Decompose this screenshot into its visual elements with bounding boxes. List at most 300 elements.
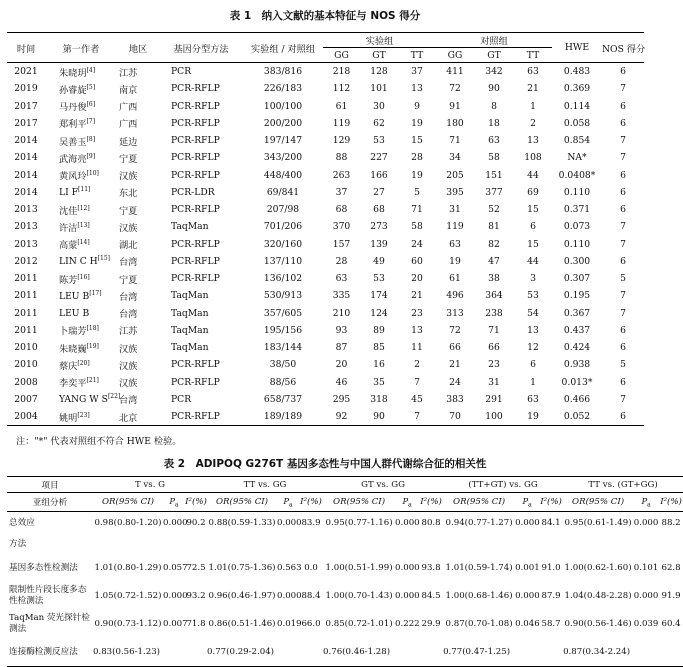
cell-year: 2013 [14,221,38,233]
cell-hwe: 0.307 [563,273,591,285]
cell-c-gg: 91 [449,100,461,112]
cell-c-gt: 23 [488,359,500,371]
cell-method: PCR-RFLP [171,376,220,388]
cell-i2: 93.8 [421,563,441,573]
author-ref: [15] [97,255,110,263]
author-ref: [20] [77,359,90,367]
cell-e-gg: 129 [332,135,351,147]
cell-nos: 6 [620,324,626,336]
cell-region: 台湾 [119,257,138,269]
cell-method: PCR-LDR [171,186,215,198]
cell-pa: 0.222 [395,619,420,629]
cell-c-gg: 496 [446,290,464,302]
author-ref: [10] [86,170,99,178]
cell-region: 延边 [119,136,138,148]
cell-region: 宁夏 [119,153,138,165]
cell-nos: 6 [620,117,626,129]
cell-nos: 6 [620,100,626,112]
t2-header-or-text: OR(95% CI) [101,497,155,507]
cell-c-tt: 108 [524,152,542,164]
table-row [7,391,644,408]
cell-method: PCR-RFLP [171,100,220,112]
cell-pa: 0.000 [515,591,540,601]
cell-pa: 0.000 [633,518,659,528]
table-row [7,512,683,535]
header-e-gg: GG [323,48,360,63]
cell-author [45,132,117,149]
header-year: 时间 [7,33,45,63]
author-ref: [11] [78,186,91,194]
cell-c-tt: 44 [527,169,539,181]
t2-header-pa [633,493,659,512]
cell-year: 2014 [14,186,38,198]
cell-region: 广西 [119,119,138,131]
cell-year: 2011 [14,273,38,285]
cell-c-tt: 19 [514,408,552,426]
cell-e-gg: 218 [332,66,351,78]
cell-year: 2013 [14,238,38,250]
cell-or: 1.01(0.80-1.29) [94,563,162,573]
cell-c-gg: 205 [446,169,464,181]
table-row [7,287,644,304]
cell-author [45,253,117,270]
cell-hwe: NA* [567,152,587,164]
cell-c-gg: 63 [449,238,461,250]
cell-e-gg: 63 [335,273,348,285]
author-ref: [19] [86,342,99,350]
cell-hwe: 0.110 [563,238,591,250]
cell-method: PCR-RFLP [171,152,220,164]
cell-hwe: 0.424 [563,342,591,354]
cell-c-gt: 47 [488,255,500,267]
cell-c-gt: 342 [485,66,503,78]
cell-c-gg: 383 [446,393,464,405]
table-row [7,610,683,638]
cell-e-gt: 128 [370,66,388,78]
t2-header-i2-text: I²(%) [540,497,562,507]
cell-i2: 83.9 [301,518,321,528]
cell-c-gg: 31 [449,204,461,216]
cell-c-gt: 291 [485,393,503,405]
author-name: LEU B [59,290,90,302]
cell-c-tt: 15 [527,238,539,250]
cell-e-tt: 60 [411,255,423,267]
t2-header-or [323,493,395,512]
cell-label: TaqMan 荧光探针检测法 [9,613,90,634]
cell-e-tt: 9 [414,100,420,112]
cell-c-tt: 53 [527,290,539,302]
header-ratio: 实验组 / 对照组 [243,33,323,63]
cell-ratio: 226/183 [263,83,303,95]
cell-c-gt: 377 [485,186,503,198]
cell-label: 限制性片段长度多态性检测法 [9,585,87,606]
cell-nos: 7 [620,290,626,302]
author-ref: [6] [86,101,96,109]
cell-or: 0.96(0.46-1.97) [208,591,276,601]
cell-c-gt: 81 [488,221,500,233]
table2-caption: 表 2 ADIPOQ G276T 基因多态性与中国人群代谢综合征的相关性 [163,458,487,470]
cell-i2: 93.2 [186,591,206,601]
cell-author [45,305,117,322]
cell-region: 宁夏 [119,205,138,217]
t2-header-pa-text: P [283,495,290,506]
table-row [7,408,644,426]
cell-e-tt: 15 [411,135,423,147]
cell-ratio: 197/147 [263,135,303,147]
cell-nos: 7 [620,307,626,319]
cell-ratio: 195/156 [263,324,303,336]
cell-or: 0.98(0.80-1.20) [94,518,162,528]
author-name: 朱晓巍 [59,343,87,355]
cell-author [45,322,117,339]
cell-or: 1.04(0.48-2.28) [564,591,632,601]
cell-method: PCR-RFLP [159,408,243,426]
cell-year: 2010 [14,359,38,371]
cell-c-gg: 19 [449,255,461,267]
t2-header-pa [395,493,419,512]
cell-ratio: 136/102 [263,273,303,285]
cell-year: 2014 [14,152,38,164]
header-exp-group: 实验组 [323,33,436,48]
cell-region: 汉族 [119,378,138,390]
cell-author [45,236,117,253]
cell-e-gt: 174 [370,290,388,302]
cell-pa: 0.057 [163,563,188,573]
cell-c-tt: 63 [527,393,539,405]
table-row [7,201,644,218]
t2-header-i2-text: I²(%) [660,497,682,507]
author-name: 卜瑞芳 [59,326,87,338]
cell-e-gt: 89 [373,324,385,336]
cell-ratio: 320/160 [263,238,303,250]
cell-nos: 5 [620,273,626,285]
cell-ratio: 530/913 [263,290,303,302]
cell-c-gt: 8 [491,100,497,112]
table-row [7,374,644,391]
cell-e-gg: 263 [332,169,351,181]
cell-c-gg: 180 [446,117,464,129]
cell-i2: 84.5 [421,591,441,601]
cell-e-gg: 37 [335,186,348,198]
cell-region: 汉族 [119,343,138,355]
cell-e-gg: 295 [332,393,351,405]
cell-method: PCR [171,393,192,405]
cell-c-gt: 18 [488,117,500,129]
author-name: LI F [59,187,79,199]
cell-e-gt: 53 [373,135,385,147]
cell-pa: 0.000 [277,518,302,528]
table-row [7,253,644,270]
cell-e-gg: 28 [335,255,348,267]
cell-i2: 29.9 [421,619,441,629]
cell-method: PCR-RFLP [171,135,220,147]
cell-nos: 6 [620,186,626,198]
table-row [7,270,644,287]
header-method: 基因分型方法 [159,33,243,63]
cell-ratio: 88/56 [269,376,297,388]
cell-method: PCR-RFLP [171,204,220,216]
cell-c-tt: 13 [527,324,539,336]
table-row [7,638,683,667]
cell-c-gg: 71 [449,135,461,147]
cell-e-gt: 273 [370,221,388,233]
cell-i2: 84.1 [541,518,561,528]
cell-ratio: 658/737 [263,393,303,405]
cell-hwe: 0.073 [563,221,591,233]
cell-e-gg: 46 [335,376,348,388]
cell-ratio: 701/206 [263,221,303,233]
cell-ratio: 38/50 [269,359,297,371]
author-name: 姚明 [59,412,78,424]
cell-e-gg: 157 [332,238,351,250]
cell-c-tt: 6 [530,221,536,233]
cell-c-tt: 54 [527,307,539,319]
cell-year: 2014 [14,169,38,181]
t2-header-or [207,493,277,512]
author-ref: [7] [86,118,96,126]
cell-region: 广西 [119,102,138,114]
cell-c-gt: 82 [488,238,500,250]
author-name: 沈佳 [59,205,78,217]
cell-pa: 0.000 [277,591,302,601]
header-c-tt: TT [514,48,552,63]
cell-c-gt: 71 [488,324,500,336]
header-e-tt: TT [398,48,436,63]
cell-e-tt: 71 [411,204,423,216]
t2-header-pa-sub: a [175,501,179,509]
t2-header-i2 [539,493,563,512]
cell-ratio: 100/100 [263,100,303,112]
table-row [7,554,683,582]
cell-author [45,287,117,304]
t2-header-pa [277,493,299,512]
cell-or: 1.00(0.62-1.60) [564,563,632,573]
cell-or: 0.95(0.77-1.16) [325,518,393,528]
cell-method: TaqMan [171,342,209,354]
cell-c-gg: 70 [436,408,474,426]
cell-e-gt: 16 [373,359,385,371]
cell-c-gg: 395 [446,186,464,198]
cell-author [45,270,117,287]
cell-hwe: 0.437 [563,324,591,336]
t2-header-i2-text: I²(%) [185,497,207,507]
t2-header-pa-text: P [641,495,648,506]
header-author: 第一作者 [45,33,117,63]
cell-c-gg: 411 [446,66,464,78]
t2-header-c3: GT vs. GG [323,477,443,493]
cell-year: 2004 [7,408,45,426]
author-ref: [4] [86,66,96,74]
cell-c-tt: 21 [527,83,539,95]
cell-e-gt: 30 [373,100,385,112]
author-ref: [8] [86,135,96,143]
t2-header-c1: T vs. G [93,477,207,493]
cell-author [45,201,117,218]
cell-or: 1.01(0.59-1.74) [445,563,513,573]
cell-author [45,408,117,426]
cell-author [45,115,117,132]
cell-nos: 6 [602,408,644,426]
cell-e-gt: 227 [370,152,388,164]
table-row [7,534,683,554]
cell-c-gg: 119 [446,221,464,233]
header-hwe: HWE [552,33,602,63]
cell-ratio: 383/816 [263,66,303,78]
cell-method: PCR-RFLP [171,117,220,129]
author-ref: [5] [86,83,96,91]
cell-e-tt: 7 [398,408,436,426]
t2-header-or [93,493,163,512]
cell-e-tt: 13 [411,324,423,336]
cell-or: 0.86(0.51-1.46) [208,619,276,629]
cell-c-gg: 72 [449,324,461,336]
cell-e-tt: 24 [411,238,423,250]
cell-label: 方法 [9,538,27,549]
cell-hwe: 0.854 [563,135,591,147]
cell-c-gt: 31 [488,376,500,388]
cell-pa: 0.007 [163,619,188,629]
cell-pa: 0.019 [277,619,302,629]
cell-c-tt: 13 [527,135,539,147]
cell-i2: 66.0 [301,619,321,629]
cell-nos: 7 [620,135,626,147]
t2-header-i2-text: I²(%) [420,497,442,507]
cell-c-gg: 66 [449,342,461,354]
cell-e-tt: 11 [411,342,423,354]
cell-c-gt: 63 [488,135,500,147]
author-name: YANG W S [59,394,108,406]
author-name: 马丹俊 [59,102,87,114]
t2-header-pa-sub: a [408,501,412,509]
cell-ratio: 448/400 [263,169,303,181]
cell-method: PCR-RFLP [171,238,220,250]
cell-i2: 58.7 [541,619,561,629]
cell-region: 南京 [119,84,138,96]
cell-e-gt: 101 [370,83,388,95]
cell-nos: 6 [620,204,626,216]
t2-header-i2 [299,493,323,512]
author-ref: [17] [89,289,102,297]
author-name: 李奕平 [59,378,87,390]
header-ctrl-group: 对照组 [436,33,552,48]
cell-year: 2010 [14,342,38,354]
cell-i2: 88.2 [661,518,681,528]
cell-e-gg: 88 [335,152,348,164]
cell-i2: 62.8 [661,563,681,573]
t2-header-pa-text: P [169,495,176,506]
cell-pa: 0.101 [633,563,659,573]
cell-hwe: 0.466 [563,393,591,405]
header-nos: NOS 得分 [602,33,644,63]
cell-or: 0.94(0.77-1.27) [445,518,513,528]
cell-author [45,374,117,391]
author-name: LIN C H [59,256,98,268]
cell-c-gt: 238 [485,307,503,319]
cell-year: 2013 [14,204,38,216]
cell-i2: 91.0 [541,563,561,573]
t2-header-or-text: OR(95% CI) [453,497,506,507]
cell-e-tt: 19 [411,117,423,129]
header-c-gg: GG [436,48,474,63]
cell-author [45,391,121,408]
cell-or: 1.00(0.70-1.43) [325,591,393,601]
cell-nos: 7 [620,221,626,233]
table-row [7,115,644,132]
cell-e-gg: 210 [332,307,351,319]
t2-header-i2 [185,493,207,512]
cell-nos: 5 [620,359,626,371]
cell-author [45,63,117,81]
author-name: 武海亮 [59,153,87,165]
cell-nos: 7 [620,83,626,95]
cell-region: 北京 [117,408,159,426]
author-name: 陈芳 [59,274,78,286]
cell-method: PCR-RFLP [171,273,220,285]
cell-i2: 71.8 [186,619,206,629]
cell-e-gt: 139 [370,238,388,250]
cell-pa: 0.563 [277,563,302,573]
author-name: 吴善玉 [59,136,87,148]
cell-i2: 0.0 [304,563,318,573]
cell-e-gg: 68 [335,204,348,216]
t2-header-i2-text: I²(%) [300,497,322,507]
cell-i2: 60.4 [661,619,681,629]
cell-method: TaqMan [171,307,209,319]
cell-year: 2019 [14,83,38,95]
cell-c-tt: 3 [530,273,536,285]
cell-or: 0.90(0.56-1.46) [564,619,632,629]
t2-header-pa [163,493,185,512]
cell-ratio: 189/189 [243,408,323,426]
cell-c-gt: 58 [488,152,500,164]
cell-hwe: 0.195 [563,290,591,302]
cell-i2: 91.9 [661,591,681,601]
cell-e-gt: 35 [373,376,385,388]
t2-header-pa-text: P [522,495,529,506]
author-ref: [18] [86,325,99,333]
cell-c-gt: 52 [488,204,500,216]
cell-c-tt: 15 [527,204,539,216]
cell-method: PCR [171,66,192,78]
table1-note: 注："*" 代表对照组不符合 HWE 检验。 [16,436,182,447]
cell-pa: 0.000 [163,591,188,601]
table-row [7,356,644,373]
author-ref: [12] [77,204,90,212]
table-row [7,167,644,184]
cell-e-gt: 49 [373,255,385,267]
cell-e-gt: 166 [370,169,388,181]
cell-c-gt: 90 [488,83,500,95]
cell-pa: 0.000 [515,518,540,528]
cell-region: 台湾 [119,309,138,321]
cell-hwe: 0.052 [552,408,602,426]
table-row [7,132,644,149]
cell-i2: 90.2 [186,518,206,528]
cell-c-tt: 2 [530,117,536,129]
table-row [7,218,644,235]
cell-region: 台湾 [119,291,138,303]
cell-ratio: 343/200 [263,152,303,164]
cell-pa: 0.000 [395,563,420,573]
cell-year: 2011 [14,307,38,319]
cell-e-tt: 7 [414,376,420,388]
cell-or: 1.05(0.72-1.52) [94,591,162,601]
cell-or: 0.85(0.72-1.01) [325,619,393,629]
cell-e-tt: 58 [411,221,423,233]
cell-c-gg: 21 [449,359,461,371]
cell-nos: 6 [620,342,626,354]
cell-or: 0.77(0.29-2.04) [207,638,323,667]
